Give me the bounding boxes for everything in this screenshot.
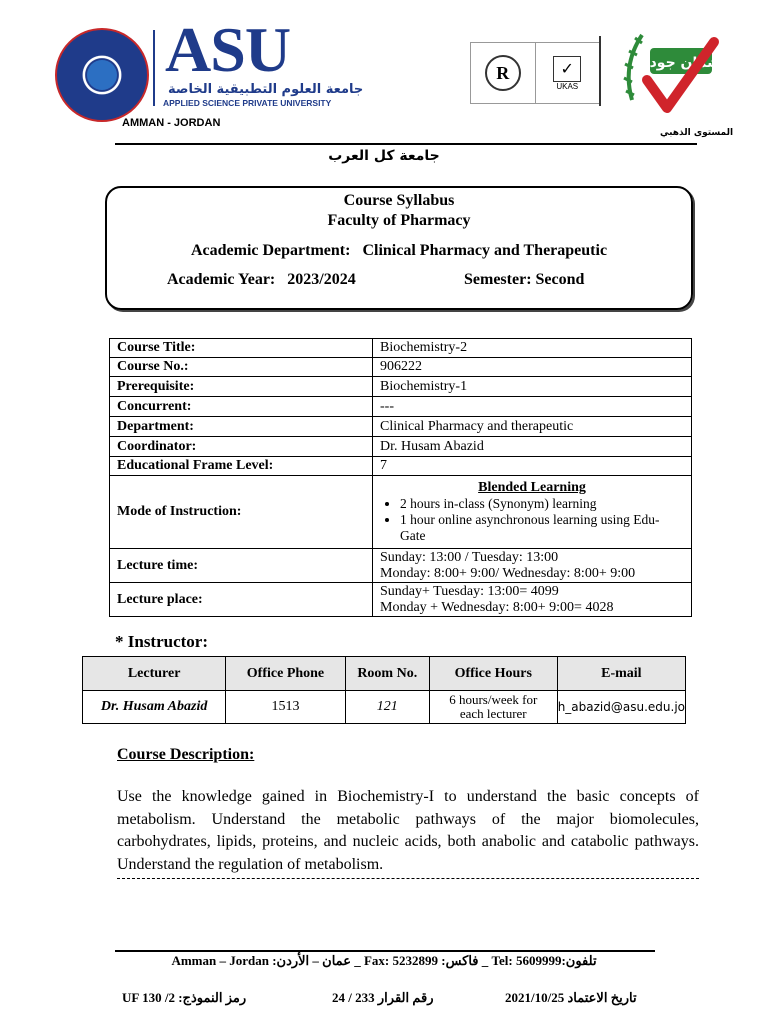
col-hours: Office Hours — [429, 657, 557, 691]
table-row — [110, 339, 692, 358]
frame-level: 7 — [373, 457, 692, 476]
lecture-time — [373, 549, 692, 583]
room-no: 121 — [345, 691, 429, 724]
mode-list — [380, 496, 684, 544]
concurrent: --- — [373, 397, 692, 417]
header-divider — [153, 30, 155, 106]
registered-badge — [471, 43, 536, 103]
table-row — [110, 549, 692, 583]
registered-icon: R — [485, 55, 521, 91]
prerequisite-label: Prerequisite: — [110, 377, 373, 397]
email: h_abazid@asu.edu.jo — [557, 691, 685, 724]
coordinator-label: Coordinator: — [110, 437, 373, 457]
syllabus-title: Course Syllabus — [343, 192, 455, 209]
concurrent-label: Concurrent: — [110, 397, 373, 417]
office-hours: 6 hours/week for each lecturer — [429, 691, 557, 724]
asu-arabic-name: جامعة العلوم التطبيقية الخاصة — [168, 82, 364, 97]
table-header-row — [83, 657, 686, 691]
academic-department — [107, 242, 691, 260]
academic-year-row — [107, 271, 751, 289]
faculty-name: Faculty of Pharmacy — [327, 212, 471, 229]
coordinator: Dr. Husam Abazid — [373, 437, 692, 457]
university-seal-logo — [55, 28, 149, 122]
list-item: • 2 hours in-class (Synonym) learning — [400, 496, 684, 512]
table-row — [110, 377, 692, 397]
table-row — [110, 358, 692, 377]
course-title-label: Course Title: — [110, 339, 373, 358]
col-lecturer: Lecturer — [83, 657, 226, 691]
asu-english-name: APPLIED SCIENCE PRIVATE UNIVERSITY — [163, 98, 332, 108]
university-tagline: جامعة كل العرب — [328, 148, 440, 164]
header-rule — [115, 143, 697, 145]
description-text: Use the knowledge gained in Biochemistry-I to understand the basic concepts of metabolism. Understand the metabolic pathways of the major biomolecules, carbohydrates, lipids, proteins, and nucleic acids, both anabolic and catabolic pathways. Understand the regulation of metabolism. — [117, 788, 699, 873]
course-info-table — [109, 338, 692, 617]
instructor-table — [82, 656, 686, 724]
col-email: E-mail — [557, 657, 685, 691]
quality-logo-text: ضمان جودة — [641, 55, 721, 71]
lecture-place-label: Lecture place: — [110, 583, 373, 617]
prerequisite: Biochemistry-1 — [373, 377, 692, 397]
asu-logo-text: ASU — [165, 14, 291, 85]
lecture-place-line: Monday + Wednesday: 8:00+ 9:00= 4028 — [380, 599, 614, 615]
year-label: Academic Year: — [167, 271, 276, 288]
lecture-time-line: Monday: 8:00+ 9:00/ Wednesday: 8:00+ 9:00 — [380, 565, 636, 581]
lecture-place — [373, 583, 692, 617]
department-label: Department: — [110, 417, 373, 437]
lecture-place-line: Sunday+ Tuesday: 13:00= 4099 — [380, 583, 559, 599]
lecturer-name: Dr. Husam Abazid — [83, 691, 226, 724]
department-label: Academic Department: — [190, 242, 351, 259]
quality-assurance-logo — [612, 20, 722, 118]
footer-rule — [115, 950, 655, 952]
description-heading: Course Description: — [117, 746, 255, 763]
table-row — [110, 397, 692, 417]
semester: Semester: Second — [464, 271, 585, 288]
dashed-separator — [117, 878, 699, 879]
mode-heading: Blended Learning — [478, 480, 586, 495]
department: Clinical Pharmacy and therapeutic — [373, 417, 692, 437]
syllabus-header-box — [105, 186, 693, 310]
approval-date: تاريخ الاعتماد 2021/10/25 — [505, 990, 637, 1005]
checkmark-icon: ✓ — [553, 56, 581, 82]
course-title: Biochemistry-2 — [373, 339, 692, 358]
quality-level: المستوى الذهبي — [660, 128, 734, 138]
frame-level-label: Educational Frame Level: — [110, 457, 373, 476]
table-row — [110, 476, 692, 549]
footer-contact: Amman – Jordan :عمان – الأردن _ Fax: 5232899 :فاكس _ Tel: 5609999:تلفون — [171, 953, 597, 968]
col-room: Room No. — [345, 657, 429, 691]
ukas-badge — [536, 43, 600, 103]
instructor-heading: * Instructor: — [115, 632, 209, 651]
office-phone: 1513 — [226, 691, 345, 724]
decision-number: رقم القرار 233 / 24 — [332, 990, 434, 1005]
header-divider-2 — [599, 36, 601, 106]
list-item: • 1 hour online asynchronous learning using Edu-Gate — [400, 512, 684, 544]
lecture-time-line: Sunday: 13:00 / Tuesday: 13:00 — [380, 549, 559, 565]
table-row — [110, 417, 692, 437]
col-phone: Office Phone — [226, 657, 345, 691]
table-row — [110, 457, 692, 476]
mode-of-instruction — [373, 476, 692, 549]
table-row — [83, 691, 686, 724]
accreditation-badges — [470, 42, 600, 104]
department-value: Clinical Pharmacy and Therapeutic — [362, 242, 608, 259]
ukas-label: UKAS — [556, 81, 579, 91]
year-value: 2023/2024 — [287, 271, 356, 288]
course-no-label: Course No.: — [110, 358, 373, 377]
form-code: UF 130 /2 :رمز النموذج — [122, 990, 247, 1005]
table-row — [110, 583, 692, 617]
course-no: 906222 — [373, 358, 692, 377]
lecture-time-label: Lecture time: — [110, 549, 373, 583]
table-row — [110, 437, 692, 457]
location-label: AMMAN - JORDAN — [122, 117, 221, 129]
mode-label: Mode of Instruction: — [110, 476, 373, 549]
